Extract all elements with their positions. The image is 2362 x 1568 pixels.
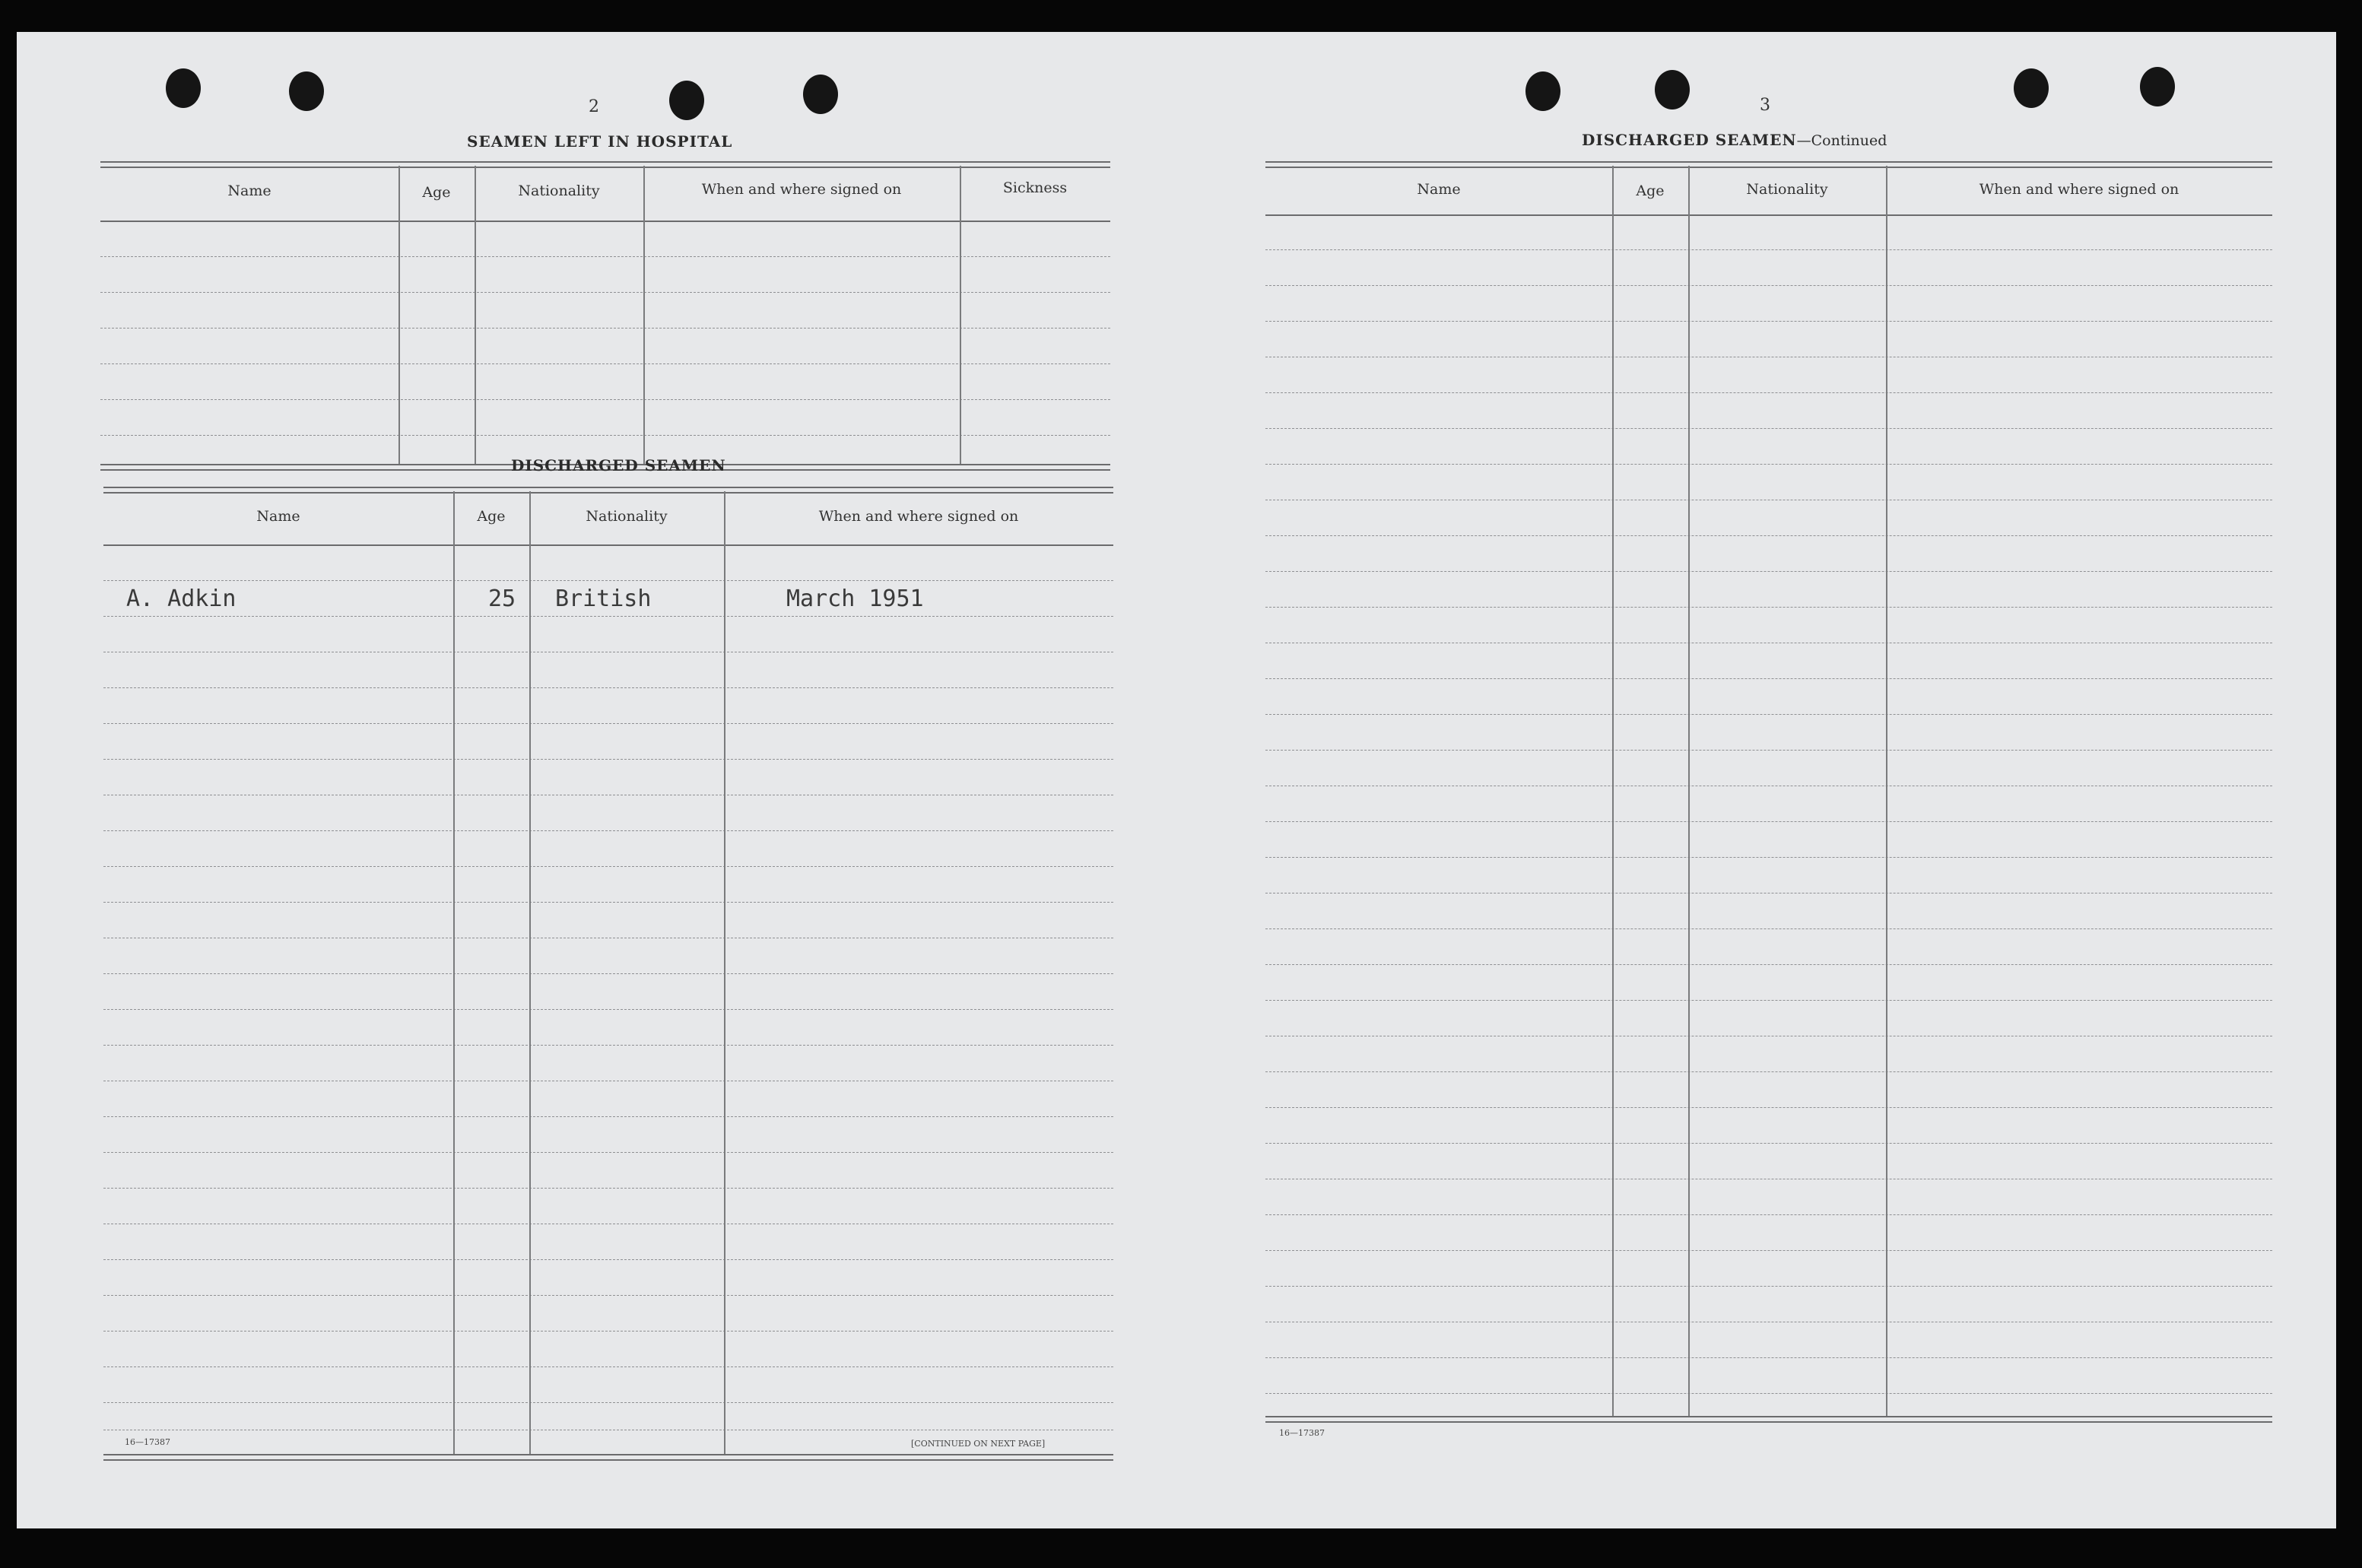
form-code: 16—17387 bbox=[1279, 1428, 1325, 1438]
left-page bbox=[17, 32, 1188, 1528]
seaman-nationality: British bbox=[555, 586, 652, 612]
punch-hole bbox=[166, 68, 201, 108]
form-code: 16—17387 bbox=[125, 1437, 170, 1447]
seaman-name: A. Adkin bbox=[126, 586, 237, 612]
seaman-age: 25 bbox=[488, 586, 516, 612]
punch-hole bbox=[669, 81, 704, 120]
punch-hole bbox=[1655, 70, 1690, 110]
punch-hole bbox=[289, 71, 324, 111]
document-scan bbox=[17, 32, 2336, 1528]
seaman-signed-on: March 1951 bbox=[786, 586, 924, 612]
column-header-name: Name bbox=[256, 508, 300, 525]
column-header-signed-on: When and where signed on bbox=[818, 508, 1019, 525]
continued-suffix: —Continued bbox=[1796, 132, 1887, 149]
punch-hole bbox=[2140, 67, 2175, 106]
column-header-nationality: Nationality bbox=[586, 508, 668, 525]
column-header-age: Age bbox=[1636, 183, 1665, 199]
discharged-table bbox=[103, 487, 1113, 1468]
column-header-name: Name bbox=[227, 183, 271, 199]
column-header-signed-on: When and where signed on bbox=[701, 181, 902, 198]
continued-note: [CONTINUED ON NEXT PAGE] bbox=[911, 1439, 1046, 1449]
right-page bbox=[1188, 32, 2336, 1528]
hospital-table bbox=[100, 161, 1110, 471]
punch-hole bbox=[1525, 71, 1560, 111]
page-number: 2 bbox=[589, 97, 599, 116]
discharged-continued-table bbox=[1265, 161, 2272, 1446]
discharged-continued-title: DISCHARGED SEAMEN—Continued bbox=[1582, 131, 1887, 149]
column-header-nationality: Nationality bbox=[1746, 181, 1828, 198]
column-header-nationality: Nationality bbox=[518, 183, 600, 199]
column-header-age: Age bbox=[422, 184, 451, 201]
page-number: 3 bbox=[1760, 96, 1770, 115]
column-header-signed-on: When and where signed on bbox=[1979, 181, 2179, 198]
column-header-age: Age bbox=[477, 508, 506, 525]
hospital-section-title: SEAMEN LEFT IN HOSPITAL bbox=[467, 132, 733, 151]
punch-hole bbox=[803, 75, 838, 114]
column-header-sickness: Sickness bbox=[1002, 179, 1068, 196]
discharged-section-title: DISCHARGED SEAMEN bbox=[511, 456, 726, 475]
column-header-name: Name bbox=[1417, 181, 1461, 198]
punch-hole bbox=[2014, 68, 2049, 108]
